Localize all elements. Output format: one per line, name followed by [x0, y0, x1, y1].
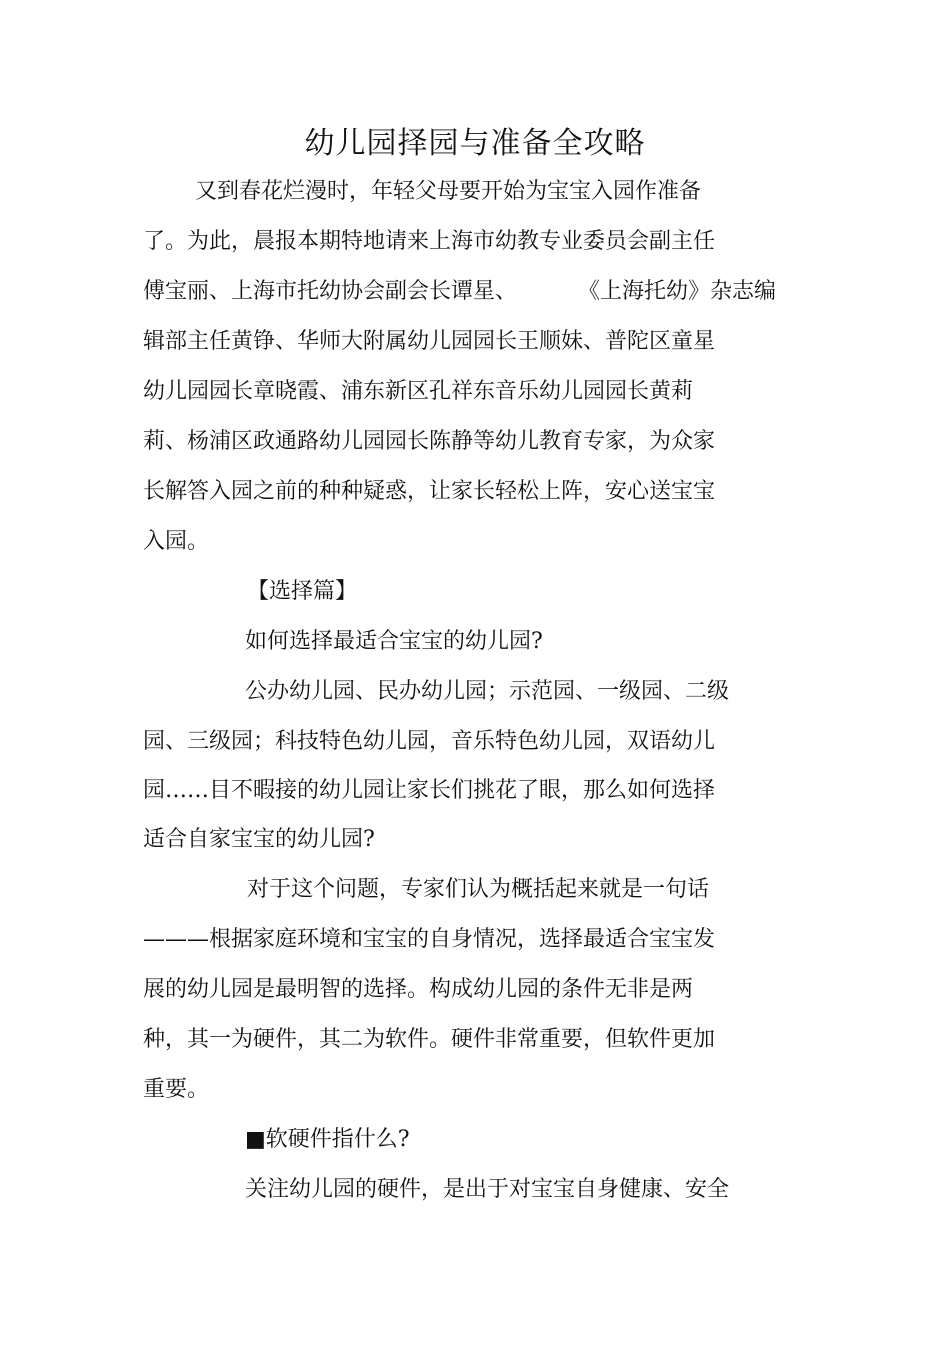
- intro-line: 傅宝丽、上海市托幼协会副会长谭星、: [143, 279, 518, 304]
- intro-line: 又到春花烂漫时，年轻父母要开始为宝宝入园作准备: [195, 179, 702, 204]
- intro-line: 《上海托幼》杂志编: [578, 279, 777, 304]
- intro-line: 长解答入园之前的种种疑惑，让家长轻松上阵，安心送宝宝: [143, 479, 716, 504]
- section-heading: 【选择篇】: [247, 579, 358, 604]
- subheading: ■软硬件指什么?: [245, 1127, 410, 1152]
- intro-line: 莉、杨浦区政通路幼儿园园长陈静等幼儿教育专家，为众家: [143, 429, 716, 454]
- paragraph-line: 适合自家宝宝的幼儿园?: [143, 827, 375, 852]
- intro-line: 了。为此，晨报本期特地请来上海市幼教专业委员会副主任: [143, 229, 716, 254]
- document-title: 幼儿园择园与准备全攻略: [304, 126, 646, 161]
- paragraph-line: 展的幼儿园是最明智的选择。构成幼儿园的条件无非是两: [143, 977, 694, 1002]
- paragraph-line: 园……目不暇接的幼儿园让家长们挑花了眼，那么如何选择: [143, 778, 716, 803]
- intro-line: 幼儿园园长章晓霞、浦东新区孔祥东音乐幼儿园园长黄莉: [143, 379, 694, 404]
- intro-line: 辑部主任黄铮、华师大附属幼儿园园长王顺妹、普陀区童星: [143, 329, 716, 354]
- paragraph-line: 重要。: [143, 1077, 210, 1102]
- paragraph-line: 关注幼儿园的硬件，是出于对宝宝自身健康、安全: [245, 1177, 730, 1202]
- paragraph-line: 园、三级园；科技特色幼儿园，音乐特色幼儿园，双语幼儿: [143, 729, 716, 754]
- question-heading: 如何选择最适合宝宝的幼儿园?: [245, 629, 543, 654]
- intro-line: 入园。: [143, 529, 210, 554]
- paragraph-line: 种，其一为硬件，其二为软件。硬件非常重要，但软件更加: [143, 1027, 716, 1052]
- paragraph-line: 对于这个问题，专家们认为概括起来就是一句话: [247, 877, 710, 902]
- paragraph-line: ———根据家庭环境和宝宝的自身情况，选择最适合宝宝发: [143, 927, 716, 952]
- paragraph-line: 公办幼儿园、民办幼儿园；示范园、一级园、二级: [245, 679, 730, 704]
